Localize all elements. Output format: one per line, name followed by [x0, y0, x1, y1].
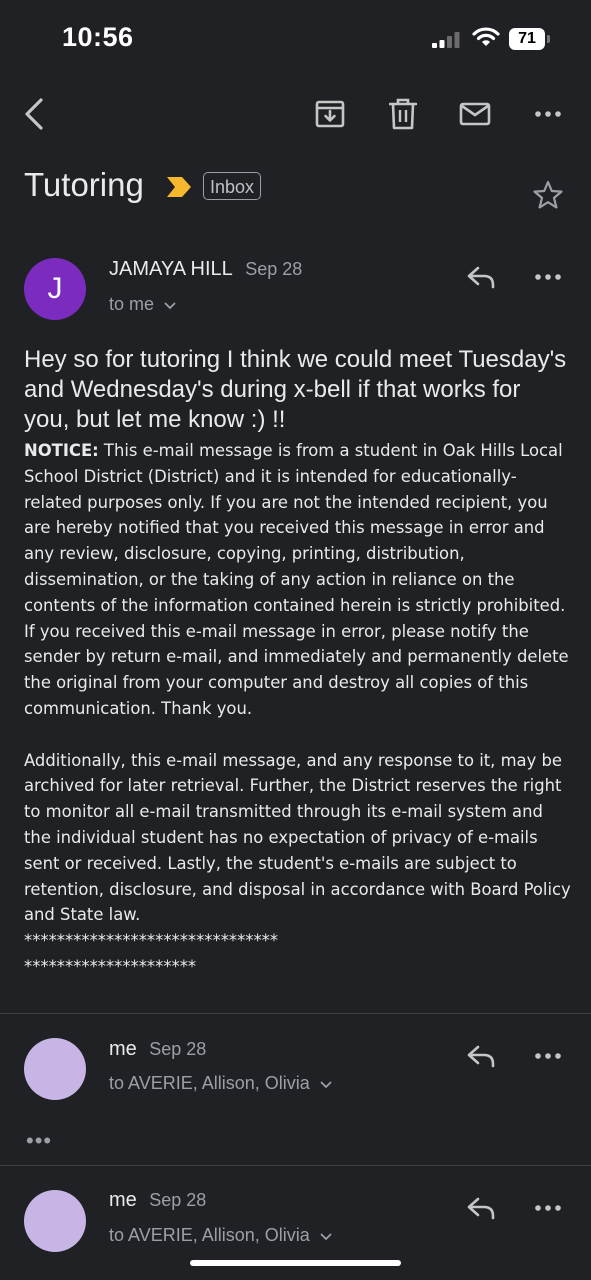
- message-more-button[interactable]: [526, 1034, 570, 1078]
- email-subject: Tutoring: [24, 166, 144, 203]
- back-button[interactable]: [12, 92, 56, 136]
- mail-icon: [459, 102, 491, 126]
- chevron-down-icon: [320, 1081, 332, 1089]
- message-body: Hey so for tutoring I think we could meet Tuesday's and Wednesday's during x-bell if that works for you, but let me know :) !!: [24, 346, 567, 433]
- wifi-icon: [472, 26, 500, 48]
- signature-stars-2: *********************: [24, 956, 197, 976]
- sender-name: me: [109, 1038, 137, 1060]
- more-horizontal-icon: [535, 1205, 561, 1211]
- message-header: [109, 258, 302, 281]
- more-horizontal-icon: [535, 111, 561, 117]
- message-header[interactable]: [109, 1189, 206, 1212]
- trash-icon: [389, 98, 417, 130]
- recipients-text: to AVERIE, Allison, Olivia: [109, 1225, 310, 1245]
- signature-stars-1: *******************************: [24, 931, 279, 951]
- message-date: Sep 28: [245, 259, 303, 279]
- show-trimmed-content-button[interactable]: •••: [26, 1128, 53, 1153]
- home-indicator[interactable]: [190, 1260, 401, 1266]
- legal-notice: [24, 438, 572, 980]
- delete-button[interactable]: [381, 92, 425, 136]
- mark-unread-button[interactable]: [453, 92, 497, 136]
- recipients-toggle[interactable]: [109, 1225, 332, 1246]
- message-more-button[interactable]: [526, 255, 570, 299]
- inbox-label-chip[interactable]: Inbox: [203, 172, 261, 200]
- sender-name: me: [109, 1189, 137, 1211]
- recipients-text: to me: [109, 294, 155, 314]
- battery-level: 71: [518, 30, 536, 47]
- sender-name: JAMAYA HILL: [109, 258, 233, 280]
- star-outline-icon: [533, 180, 563, 210]
- sender-avatar[interactable]: J: [24, 258, 86, 320]
- chevron-left-icon: [23, 97, 45, 131]
- star-button[interactable]: [526, 173, 570, 217]
- notice-label: NOTICE:: [24, 441, 99, 460]
- sender-avatar[interactable]: [24, 1190, 86, 1252]
- more-horizontal-icon: [535, 1053, 561, 1059]
- importance-marker-icon[interactable]: [166, 176, 192, 198]
- archive-button[interactable]: [308, 92, 352, 136]
- reply-button[interactable]: [459, 1186, 503, 1230]
- message-divider: [0, 1013, 591, 1014]
- more-horizontal-icon: [535, 274, 561, 280]
- reply-icon: [466, 1044, 496, 1068]
- chevron-down-icon: [164, 302, 176, 310]
- reply-icon: [466, 1196, 496, 1220]
- reply-button[interactable]: [459, 255, 503, 299]
- additional-notice: Additionally, this e-mail message, and any response to it, may be archived for later retrieval. Further, the District reserves the right to monitor all e-mail transmitted through its e-mail system and the individual student has no expectation of privacy of e-mails sent or received. Lastly, the student's e-mails are subject to retention, disclosure, and disposal in accordance with Board Policy and State law.: [24, 750, 571, 925]
- status-time: 10:56: [62, 22, 134, 52]
- recipients-toggle[interactable]: [109, 294, 176, 315]
- cellular-signal-icon: [432, 32, 462, 48]
- recipients-text: to AVERIE, Allison, Olivia: [109, 1073, 310, 1093]
- message-date: Sep 28: [149, 1190, 207, 1210]
- reply-button[interactable]: [459, 1034, 503, 1078]
- message-divider: [0, 1165, 591, 1166]
- battery-icon: [509, 28, 545, 50]
- reply-icon: [466, 265, 496, 289]
- chevron-down-icon: [320, 1233, 332, 1241]
- archive-icon: [315, 99, 345, 129]
- notice-paragraph: [24, 438, 572, 722]
- recipients-toggle[interactable]: [109, 1073, 332, 1094]
- battery-tip: [547, 35, 550, 43]
- message-header[interactable]: [109, 1038, 206, 1061]
- message-more-button[interactable]: [526, 1186, 570, 1230]
- message-date: Sep 28: [149, 1039, 207, 1059]
- notice-text: This e-mail message is from a student in Oak Hills Local School District (District) and it is intended for educationally-related purposes only. If you are not the intended recipient, you are hereby notified that you received this message in error and any review, disclosure, copying, printing, distribution, dissemination, or the taking of any action in reliance on the contents of the information contained herein is strictly prohibited. If you received this e-mail message in error, please notify the sender by return e-mail, and immediately and permanently delete the original from your computer and destroy all copies of this communication. Thank you.: [24, 441, 569, 718]
- more-options-button[interactable]: [526, 92, 570, 136]
- sender-avatar[interactable]: [24, 1038, 86, 1100]
